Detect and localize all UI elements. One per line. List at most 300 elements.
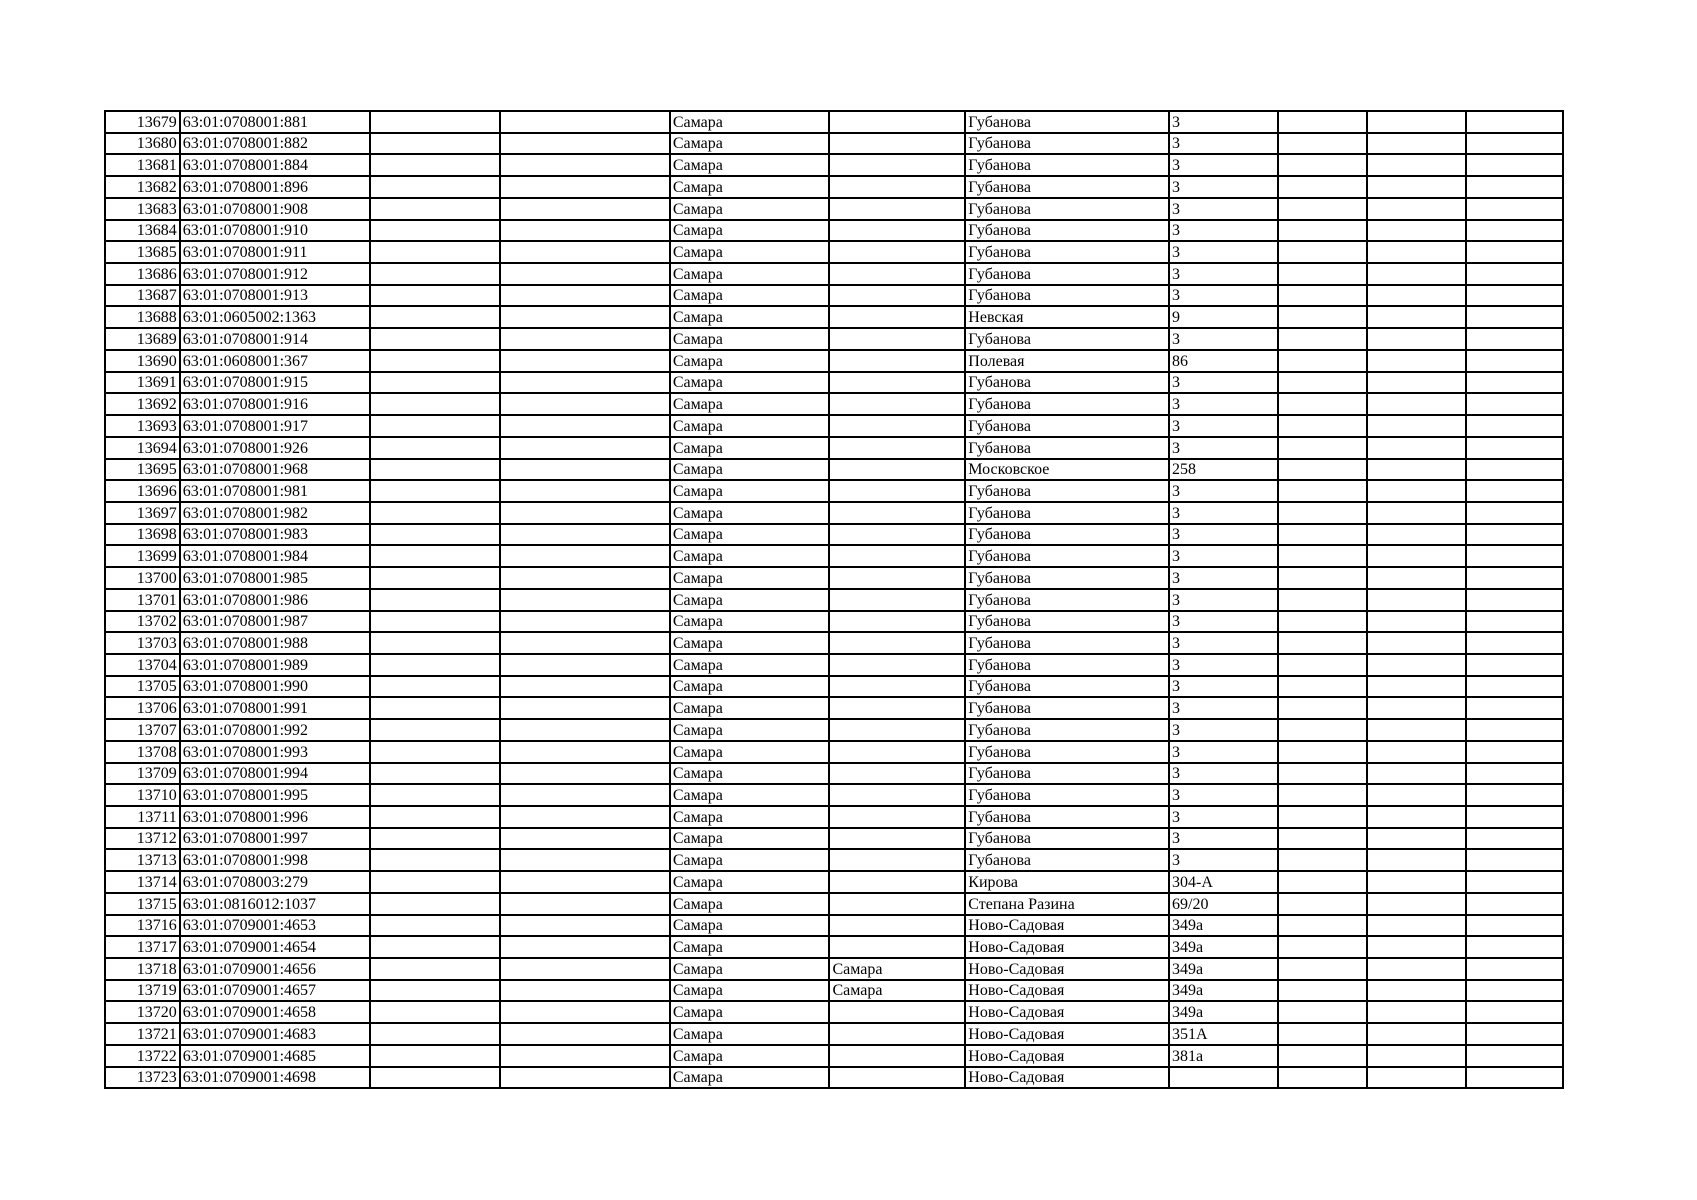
- empty-cell: [1278, 241, 1367, 263]
- empty-cell: [500, 524, 670, 546]
- empty-cell: [370, 784, 500, 806]
- table-row: [105, 893, 1563, 915]
- street-cell: Кирова: [965, 871, 1169, 893]
- row-number-cell: 13690: [105, 350, 180, 372]
- house-number-cell: 3: [1169, 198, 1278, 220]
- row-number-cell: 13722: [105, 1045, 180, 1067]
- empty-cell: [1278, 654, 1367, 676]
- house-number-cell: 258: [1169, 459, 1278, 481]
- city-cell: Самара: [670, 567, 830, 589]
- house-number-cell: 3: [1169, 676, 1278, 698]
- city-cell: Самара: [670, 871, 830, 893]
- empty-cell: [1367, 589, 1465, 611]
- city-cell: Самара: [670, 111, 830, 133]
- empty-cell: [1466, 1001, 1563, 1023]
- street-cell: Губанова: [965, 328, 1169, 350]
- row-number-cell: 13720: [105, 1001, 180, 1023]
- locality-cell: [829, 589, 965, 611]
- locality-cell: [829, 437, 965, 459]
- empty-cell: [500, 372, 670, 394]
- street-cell: Губанова: [965, 198, 1169, 220]
- locality-cell: [829, 372, 965, 394]
- table-row: [105, 154, 1563, 176]
- empty-cell: [1367, 893, 1465, 915]
- city-cell: Самара: [670, 589, 830, 611]
- cadastral-number-cell: 63:01:0709001:4657: [180, 980, 370, 1002]
- row-number-cell: 13717: [105, 936, 180, 958]
- street-cell: Губанова: [965, 241, 1169, 263]
- empty-cell: [500, 220, 670, 242]
- empty-cell: [370, 1045, 500, 1067]
- house-number-cell: 351А: [1169, 1023, 1278, 1045]
- row-number-cell: 13689: [105, 328, 180, 350]
- empty-cell: [1466, 415, 1563, 437]
- empty-cell: [500, 697, 670, 719]
- cadastral-number-cell: 63:01:0708001:989: [180, 654, 370, 676]
- house-number-cell: 3: [1169, 545, 1278, 567]
- table-row: [105, 372, 1563, 394]
- empty-cell: [500, 806, 670, 828]
- locality-cell: [829, 502, 965, 524]
- house-number-cell: 349а: [1169, 958, 1278, 980]
- locality-cell: [829, 893, 965, 915]
- table-row: [105, 806, 1563, 828]
- empty-cell: [1466, 263, 1563, 285]
- empty-cell: [370, 980, 500, 1002]
- empty-cell: [500, 1023, 670, 1045]
- locality-cell: [829, 111, 965, 133]
- house-number-cell: 349а: [1169, 980, 1278, 1002]
- locality-cell: [829, 306, 965, 328]
- row-number-cell: 13702: [105, 611, 180, 633]
- empty-cell: [370, 459, 500, 481]
- empty-cell: [1466, 611, 1563, 633]
- cadastral-number-cell: 63:01:0708001:914: [180, 328, 370, 350]
- cadastral-number-cell: 63:01:0708001:998: [180, 849, 370, 871]
- empty-cell: [1367, 133, 1465, 155]
- empty-cell: [1278, 415, 1367, 437]
- empty-cell: [500, 915, 670, 937]
- empty-cell: [1367, 567, 1465, 589]
- house-number-cell: 304-А: [1169, 871, 1278, 893]
- empty-cell: [500, 415, 670, 437]
- cadastral-number-cell: 63:01:0708001:882: [180, 133, 370, 155]
- street-cell: Губанова: [965, 480, 1169, 502]
- empty-cell: [1367, 741, 1465, 763]
- empty-cell: [500, 437, 670, 459]
- empty-cell: [1278, 502, 1367, 524]
- empty-cell: [1278, 567, 1367, 589]
- city-cell: Самара: [670, 263, 830, 285]
- empty-cell: [1466, 632, 1563, 654]
- row-number-cell: 13681: [105, 154, 180, 176]
- empty-cell: [370, 936, 500, 958]
- empty-cell: [1466, 372, 1563, 394]
- locality-cell: [829, 176, 965, 198]
- empty-cell: [1278, 1045, 1367, 1067]
- cadastral-number-cell: 63:01:0708001:992: [180, 719, 370, 741]
- locality-cell: [829, 350, 965, 372]
- empty-cell: [370, 958, 500, 980]
- city-cell: Самара: [670, 893, 830, 915]
- locality-cell: Самара: [829, 958, 965, 980]
- locality-cell: [829, 828, 965, 850]
- empty-cell: [1367, 654, 1465, 676]
- cadastral-number-cell: 63:01:0708001:985: [180, 567, 370, 589]
- empty-cell: [1466, 198, 1563, 220]
- cadastral-number-cell: 63:01:0709001:4656: [180, 958, 370, 980]
- table-row: [105, 263, 1563, 285]
- street-cell: Губанова: [965, 849, 1169, 871]
- row-number-cell: 13706: [105, 697, 180, 719]
- empty-cell: [500, 350, 670, 372]
- city-cell: Самара: [670, 654, 830, 676]
- street-cell: Губанова: [965, 719, 1169, 741]
- city-cell: Самара: [670, 241, 830, 263]
- street-cell: Губанова: [965, 372, 1169, 394]
- row-number-cell: 13687: [105, 285, 180, 307]
- locality-cell: [829, 936, 965, 958]
- table-row: [105, 567, 1563, 589]
- street-cell: Губанова: [965, 263, 1169, 285]
- house-number-cell: 3: [1169, 241, 1278, 263]
- street-cell: Степана Разина: [965, 893, 1169, 915]
- empty-cell: [500, 328, 670, 350]
- empty-cell: [500, 393, 670, 415]
- empty-cell: [1367, 719, 1465, 741]
- empty-cell: [370, 1023, 500, 1045]
- empty-cell: [1466, 176, 1563, 198]
- cadastral-number-cell: 63:01:0709001:4683: [180, 1023, 370, 1045]
- empty-cell: [1367, 437, 1465, 459]
- house-number-cell: 349а: [1169, 936, 1278, 958]
- empty-cell: [1367, 763, 1465, 785]
- empty-cell: [1278, 871, 1367, 893]
- empty-cell: [1367, 545, 1465, 567]
- row-number-cell: 13696: [105, 480, 180, 502]
- street-cell: Губанова: [965, 393, 1169, 415]
- street-cell: Полевая: [965, 350, 1169, 372]
- cadastral-number-cell: 63:01:0708001:981: [180, 480, 370, 502]
- table-row: [105, 241, 1563, 263]
- empty-cell: [370, 285, 500, 307]
- city-cell: Самара: [670, 763, 830, 785]
- empty-cell: [500, 958, 670, 980]
- locality-cell: [829, 763, 965, 785]
- empty-cell: [500, 1001, 670, 1023]
- empty-cell: [370, 676, 500, 698]
- street-cell: Губанова: [965, 154, 1169, 176]
- house-number-cell: 3: [1169, 437, 1278, 459]
- locality-cell: [829, 480, 965, 502]
- empty-cell: [500, 545, 670, 567]
- empty-cell: [1278, 632, 1367, 654]
- locality-cell: [829, 133, 965, 155]
- empty-cell: [500, 567, 670, 589]
- empty-cell: [370, 393, 500, 415]
- empty-cell: [370, 589, 500, 611]
- row-number-cell: 13683: [105, 198, 180, 220]
- empty-cell: [1278, 697, 1367, 719]
- table-row: [105, 220, 1563, 242]
- empty-cell: [1367, 697, 1465, 719]
- house-number-cell: 3: [1169, 763, 1278, 785]
- empty-cell: [370, 502, 500, 524]
- cadastral-number-cell: 63:01:0709001:4698: [180, 1067, 370, 1089]
- street-cell: Губанова: [965, 415, 1169, 437]
- empty-cell: [1367, 958, 1465, 980]
- street-cell: Губанова: [965, 828, 1169, 850]
- locality-cell: [829, 784, 965, 806]
- city-cell: Самара: [670, 198, 830, 220]
- cadastral-number-cell: 63:01:0708001:913: [180, 285, 370, 307]
- row-number-cell: 13711: [105, 806, 180, 828]
- table-row: [105, 415, 1563, 437]
- locality-cell: [829, 806, 965, 828]
- table-row: [105, 328, 1563, 350]
- empty-cell: [370, 306, 500, 328]
- cadastral-number-cell: 63:01:0709001:4658: [180, 1001, 370, 1023]
- empty-cell: [1466, 545, 1563, 567]
- locality-cell: Самара: [829, 980, 965, 1002]
- empty-cell: [1466, 784, 1563, 806]
- city-cell: Самара: [670, 697, 830, 719]
- empty-cell: [370, 806, 500, 828]
- row-number-cell: 13723: [105, 1067, 180, 1089]
- table-row: [105, 1067, 1563, 1089]
- empty-cell: [1466, 350, 1563, 372]
- city-cell: Самара: [670, 350, 830, 372]
- cadastral-number-cell: 63:01:0708001:910: [180, 220, 370, 242]
- empty-cell: [1466, 763, 1563, 785]
- locality-cell: [829, 741, 965, 763]
- empty-cell: [1367, 415, 1465, 437]
- empty-cell: [1367, 480, 1465, 502]
- empty-cell: [500, 719, 670, 741]
- house-number-cell: 3: [1169, 220, 1278, 242]
- table-row: [105, 719, 1563, 741]
- empty-cell: [1466, 328, 1563, 350]
- empty-cell: [1278, 958, 1367, 980]
- empty-cell: [1466, 719, 1563, 741]
- locality-cell: [829, 1045, 965, 1067]
- empty-cell: [1367, 980, 1465, 1002]
- table-row: [105, 849, 1563, 871]
- empty-cell: [1278, 741, 1367, 763]
- house-number-cell: 3: [1169, 480, 1278, 502]
- locality-cell: [829, 871, 965, 893]
- empty-cell: [1367, 198, 1465, 220]
- empty-cell: [500, 1067, 670, 1089]
- row-number-cell: 13718: [105, 958, 180, 980]
- table-row: [105, 198, 1563, 220]
- empty-cell: [370, 871, 500, 893]
- cadastral-number-cell: 63:01:0709001:4654: [180, 936, 370, 958]
- row-number-cell: 13714: [105, 871, 180, 893]
- empty-cell: [1367, 393, 1465, 415]
- empty-cell: [1466, 480, 1563, 502]
- street-cell: Ново-Садовая: [965, 1023, 1169, 1045]
- row-number-cell: 13700: [105, 567, 180, 589]
- cadastral-number-cell: 63:01:0708001:994: [180, 763, 370, 785]
- street-cell: Ново-Садовая: [965, 915, 1169, 937]
- empty-cell: [1278, 980, 1367, 1002]
- row-number-cell: 13707: [105, 719, 180, 741]
- house-number-cell: 3: [1169, 806, 1278, 828]
- row-number-cell: 13695: [105, 459, 180, 481]
- cadastral-number-cell: 63:01:0708001:982: [180, 502, 370, 524]
- cadastral-number-cell: 63:01:0708001:987: [180, 611, 370, 633]
- empty-cell: [1367, 1045, 1465, 1067]
- empty-cell: [370, 632, 500, 654]
- street-cell: Губанова: [965, 437, 1169, 459]
- empty-cell: [370, 763, 500, 785]
- empty-cell: [370, 350, 500, 372]
- empty-cell: [370, 111, 500, 133]
- empty-cell: [500, 654, 670, 676]
- empty-cell: [1466, 241, 1563, 263]
- empty-cell: [1466, 393, 1563, 415]
- empty-cell: [370, 611, 500, 633]
- empty-cell: [1367, 1001, 1465, 1023]
- table-row: [105, 545, 1563, 567]
- empty-cell: [500, 784, 670, 806]
- empty-cell: [370, 828, 500, 850]
- empty-cell: [1466, 285, 1563, 307]
- locality-cell: [829, 719, 965, 741]
- empty-cell: [1367, 372, 1465, 394]
- empty-cell: [1278, 285, 1367, 307]
- empty-cell: [500, 936, 670, 958]
- empty-cell: [1367, 176, 1465, 198]
- empty-cell: [1278, 784, 1367, 806]
- street-cell: Губанова: [965, 176, 1169, 198]
- row-number-cell: 13704: [105, 654, 180, 676]
- locality-cell: [829, 285, 965, 307]
- empty-cell: [370, 480, 500, 502]
- street-cell: Губанова: [965, 654, 1169, 676]
- empty-cell: [1278, 915, 1367, 937]
- empty-cell: [1278, 1001, 1367, 1023]
- empty-cell: [370, 198, 500, 220]
- empty-cell: [500, 828, 670, 850]
- table-row: [105, 176, 1563, 198]
- table-row: [105, 654, 1563, 676]
- empty-cell: [1278, 480, 1367, 502]
- locality-cell: [829, 198, 965, 220]
- house-number-cell: 3: [1169, 849, 1278, 871]
- house-number-cell: 3: [1169, 154, 1278, 176]
- empty-cell: [370, 220, 500, 242]
- empty-cell: [1278, 263, 1367, 285]
- cadastral-number-cell: 63:01:0708001:997: [180, 828, 370, 850]
- row-number-cell: 13716: [105, 915, 180, 937]
- cadastral-number-cell: 63:01:0708001:991: [180, 697, 370, 719]
- empty-cell: [1278, 806, 1367, 828]
- locality-cell: [829, 632, 965, 654]
- empty-cell: [500, 306, 670, 328]
- street-cell: Невская: [965, 306, 1169, 328]
- cadastral-number-cell: 63:01:0708001:984: [180, 545, 370, 567]
- empty-cell: [1367, 328, 1465, 350]
- empty-cell: [1466, 676, 1563, 698]
- row-number-cell: 13693: [105, 415, 180, 437]
- table-row: [105, 741, 1563, 763]
- empty-cell: [1278, 893, 1367, 915]
- cadastral-number-cell: 63:01:0708001:988: [180, 632, 370, 654]
- empty-cell: [1367, 828, 1465, 850]
- street-cell: Ново-Садовая: [965, 1067, 1169, 1089]
- house-number-cell: 3: [1169, 415, 1278, 437]
- house-number-cell: [1169, 1067, 1278, 1089]
- empty-cell: [1367, 241, 1465, 263]
- empty-cell: [1278, 154, 1367, 176]
- empty-cell: [1278, 220, 1367, 242]
- table-row: [105, 459, 1563, 481]
- empty-cell: [1466, 806, 1563, 828]
- empty-cell: [1278, 763, 1367, 785]
- city-cell: Самара: [670, 980, 830, 1002]
- empty-cell: [1466, 1023, 1563, 1045]
- city-cell: Самара: [670, 502, 830, 524]
- locality-cell: [829, 154, 965, 176]
- locality-cell: [829, 1067, 965, 1089]
- row-number-cell: 13682: [105, 176, 180, 198]
- empty-cell: [1278, 719, 1367, 741]
- city-cell: Самара: [670, 220, 830, 242]
- row-number-cell: 13703: [105, 632, 180, 654]
- house-number-cell: 3: [1169, 393, 1278, 415]
- table-row: [105, 676, 1563, 698]
- city-cell: Самара: [670, 611, 830, 633]
- empty-cell: [1466, 697, 1563, 719]
- empty-cell: [500, 154, 670, 176]
- empty-cell: [500, 980, 670, 1002]
- empty-cell: [1466, 958, 1563, 980]
- cadastral-number-cell: 63:01:0708001:986: [180, 589, 370, 611]
- empty-cell: [1367, 459, 1465, 481]
- cadastral-number-cell: 63:01:0709001:4685: [180, 1045, 370, 1067]
- empty-cell: [1367, 524, 1465, 546]
- empty-cell: [1367, 632, 1465, 654]
- city-cell: Самара: [670, 437, 830, 459]
- empty-cell: [1367, 784, 1465, 806]
- empty-cell: [1466, 1067, 1563, 1089]
- cadastral-number-cell: 63:01:0708001:996: [180, 806, 370, 828]
- street-cell: Губанова: [965, 111, 1169, 133]
- empty-cell: [1367, 1067, 1465, 1089]
- locality-cell: [829, 611, 965, 633]
- house-number-cell: 349а: [1169, 915, 1278, 937]
- empty-cell: [1278, 198, 1367, 220]
- city-cell: Самара: [670, 393, 830, 415]
- empty-cell: [1278, 111, 1367, 133]
- cadastral-number-cell: 63:01:0605002:1363: [180, 306, 370, 328]
- empty-cell: [370, 524, 500, 546]
- city-cell: Самара: [670, 306, 830, 328]
- table-row: [105, 1045, 1563, 1067]
- cadastral-number-cell: 63:01:0708001:911: [180, 241, 370, 263]
- empty-cell: [1278, 611, 1367, 633]
- locality-cell: [829, 220, 965, 242]
- city-cell: Самара: [670, 480, 830, 502]
- empty-cell: [370, 263, 500, 285]
- city-cell: Самара: [670, 632, 830, 654]
- empty-cell: [1466, 936, 1563, 958]
- house-number-cell: 3: [1169, 654, 1278, 676]
- empty-cell: [1466, 111, 1563, 133]
- empty-cell: [500, 589, 670, 611]
